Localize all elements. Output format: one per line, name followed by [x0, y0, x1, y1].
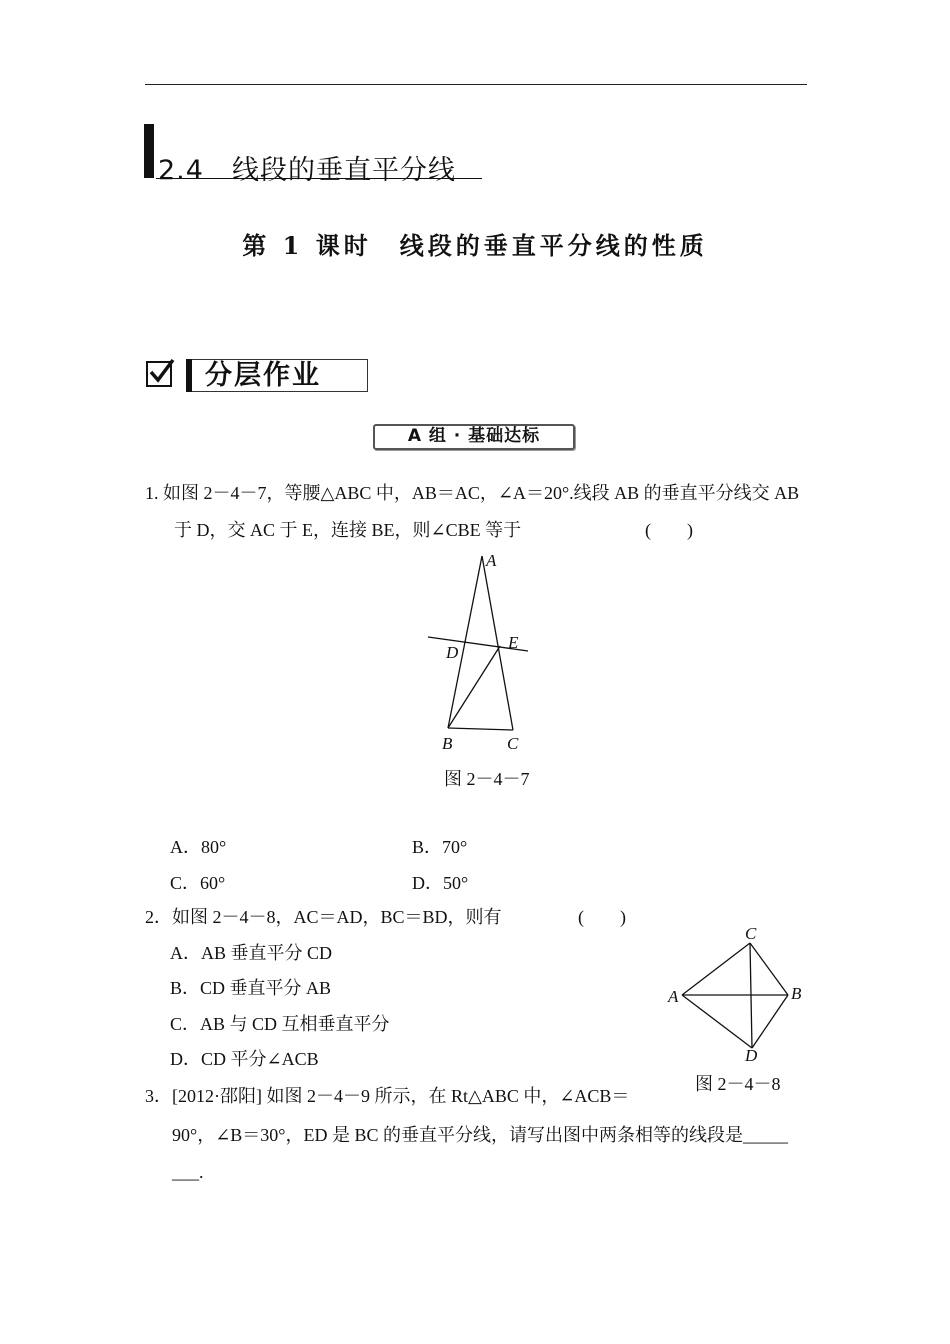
q2-option-d: D．CD 平分∠ACB: [170, 1049, 319, 1069]
q1-option-d: D．50°: [412, 873, 469, 893]
q3-line2: 90°，∠B＝30°，ED 是 BC 的垂直平分线，请写出图中两条相等的线段是_____: [172, 1125, 788, 1145]
segment-bc: [448, 728, 513, 730]
fig2-label-d: D: [745, 1046, 758, 1065]
section-marker-bar: [144, 124, 154, 178]
segment-da: [682, 995, 752, 1048]
q2-bracket: ( ): [578, 907, 626, 927]
q2-option-b: B．CD 垂直平分 AB: [170, 978, 332, 998]
fig1-label-e: E: [508, 633, 519, 652]
lesson-title: 第 1 课时 线段的垂直平分线的性质: [242, 231, 708, 260]
fig1-caption: 图 2－4－7: [444, 769, 530, 789]
q1-bracket: ( ): [645, 520, 693, 540]
q2-stem: 2．如图 2－4－8，AC＝AD，BC＝BD，则有: [145, 907, 502, 927]
group-label: A 组 · 基础达标: [407, 426, 541, 446]
figure-2-4-7: [420, 548, 540, 758]
q2-option-a: A．AB 垂直平分 CD: [170, 943, 333, 963]
q1-line1: 1. 如图 2－4－7，等腰△ABC 中，AB＝AC，∠A＝20°.线段 AB 的垂直平分线交 AB: [145, 483, 800, 503]
homework-label: 分层作业: [205, 360, 321, 391]
q3-line1: 3．[2012·邵阳] 如图 2－4－9 所示，在 Rt△ABC 中，∠ACB＝: [145, 1086, 630, 1106]
fig1-label-a: A: [486, 551, 497, 570]
fig2-caption: 图 2－4－8: [695, 1074, 781, 1094]
q1-line2: 于 D，交 AC 于 E，连接 BE，则∠CBE 等于: [174, 520, 522, 540]
q1-option-a: A．80°: [170, 837, 227, 857]
checkbox-icon: [146, 361, 172, 387]
section-underline: [156, 178, 482, 179]
fig2-label-a: A: [668, 987, 679, 1006]
segment-cb: [750, 943, 788, 995]
fig1-label-c: C: [507, 734, 519, 753]
q1-option-c: C．60°: [170, 873, 226, 893]
segment-bd: [752, 995, 788, 1048]
figure-2-4-8: [670, 930, 800, 1060]
top-rule: [145, 84, 807, 85]
section-title: 2.4 线段的垂直平分线: [158, 155, 456, 186]
q3-line3: ___.: [172, 1162, 204, 1182]
fig2-label-c: C: [745, 924, 757, 943]
q2-option-c: C．AB 与 CD 互相垂直平分: [170, 1014, 390, 1034]
fig1-label-d: D: [446, 643, 459, 662]
fig2-label-b: B: [791, 984, 802, 1003]
q1-option-b: B．70°: [412, 837, 468, 857]
segment-ac: [682, 943, 750, 995]
fig1-label-b: B: [442, 734, 453, 753]
